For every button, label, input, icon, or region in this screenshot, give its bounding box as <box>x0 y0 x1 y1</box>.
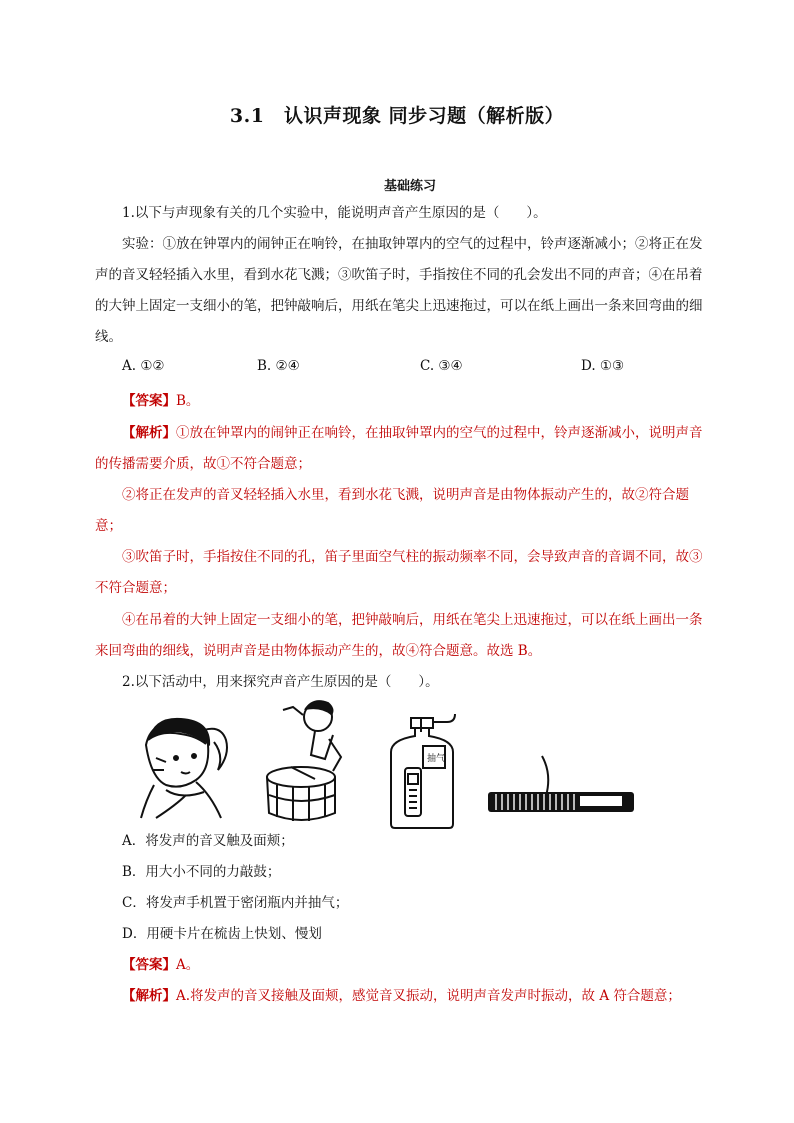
question-2-option-d: D．用硬卡片在梳齿上快划、慢划 <box>122 926 322 942</box>
question-2-analysis <box>95 981 705 1012</box>
answer-tag: 【答案】 <box>122 393 176 409</box>
question-1-options <box>122 358 702 382</box>
question-1-analysis-3: ③吹笛子时，手指按住不同的孔，笛子里面空气柱的振动频率不同，会导致声音的音调不同，故③不符合题意； <box>95 549 703 596</box>
boy-drum-figure <box>253 695 363 825</box>
analysis-text: ①放在钟罩内的闹钟正在响铃，在抽取钟罩内的空气的过程中，铃声逐渐减小，说明声音的传播需要介质，故①不符合题意； <box>95 425 703 472</box>
comb-card-figure <box>482 752 642 822</box>
question-2-option-b: B．用大小不同的力敲鼓； <box>122 864 281 880</box>
section-heading: 基础练习 <box>383 179 436 194</box>
question-1-answer <box>95 386 705 417</box>
question-1-analysis-2: ②将正在发声的音叉轻轻插入水里，看到水花飞溅，说明声音是由物体振动产生的，故②符合题意； <box>95 487 689 534</box>
question-1-experiments: 实验：①放在钟罩内的闹钟正在响铃，在抽取钟罩内的空气的过程中，铃声逐渐减小；②将正在发声的音叉轻轻插入水里，看到水花飞溅；③吹笛子时，手指按住不同的孔会发出不同的声音；④在吊着的大钟上固定一支细小的笔，把钟敲响后，用纸在笔尖上迅速拖过，可以在纸上画出一条来回弯曲的细线。 <box>95 236 703 345</box>
sealed-bottle-phone-figure <box>381 712 461 832</box>
answer-tag: 【答案】 <box>122 957 176 973</box>
question-1-stem: 1.以下与声现象有关的几个实验中，能说明声音产生原因的是（ ）。 <box>122 205 547 221</box>
option-b: B. ②④ <box>257 358 300 374</box>
question-2-answer <box>95 950 705 981</box>
question-1-analysis-4: ④在吊着的大钟上固定一支细小的笔，把钟敲响后，用纸在笔尖上迅速拖过，可以在纸上画出一条来回弯曲的细线，说明声音是由物体振动产生的，故④符合题意。故选 B。 <box>95 612 703 659</box>
option-c: C. ③④ <box>420 358 463 374</box>
bottle-label: 抽气 <box>427 754 446 764</box>
question-2-option-a: A．将发声的音叉触及面颊； <box>122 833 294 849</box>
page-title: 3.1 认识声现象 同步习题（解析版） <box>229 105 565 127</box>
analysis-tag: 【解析】 <box>122 425 176 441</box>
question-1-analysis-1 <box>95 418 705 480</box>
option-a: A. ①② <box>122 358 165 374</box>
girl-tuning-fork-figure <box>126 700 236 820</box>
question-2-stem: 2.以下活动中，用来探究声音产生原因的是（ ）。 <box>122 674 439 690</box>
question-2-option-c: C．将发声手机置于密闭瓶内并抽气； <box>122 895 349 911</box>
analysis-tag: 【解析】 <box>122 988 176 1004</box>
answer-value: A。 <box>176 957 200 973</box>
answer-value: B。 <box>176 393 200 409</box>
analysis-text: A.将发声的音叉接触及面颊，感觉音叉振动，说明声音发声时振动，故 A 符合题意； <box>176 988 681 1004</box>
option-d: D. ①③ <box>581 358 625 374</box>
